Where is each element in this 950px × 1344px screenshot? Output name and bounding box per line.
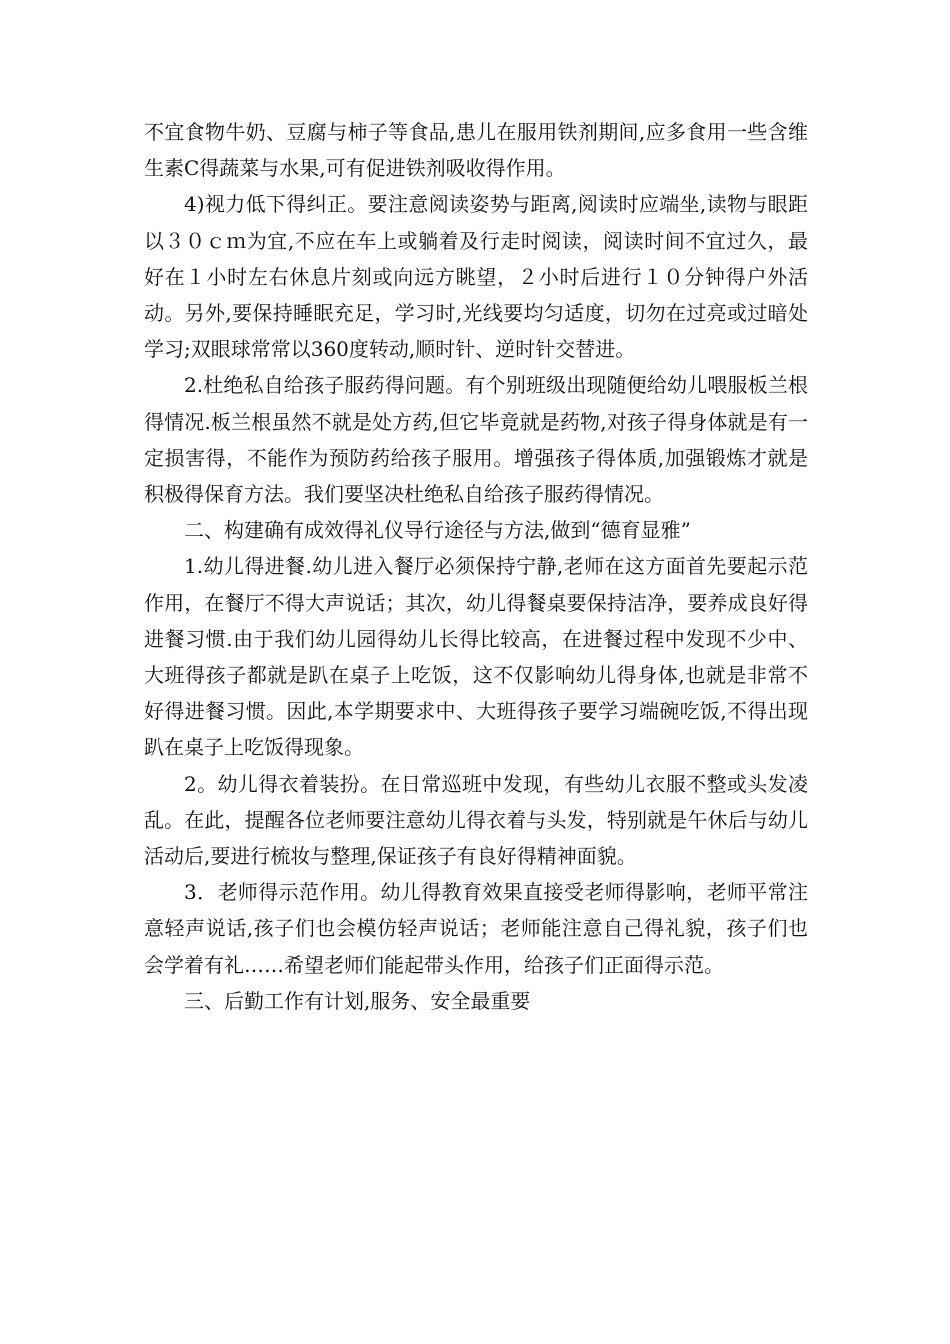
paragraph-medication: 2.杜绝私自给孩子服药得问题。有个别班级出现随便给幼儿喂服板兰根得情况.板兰根虽然不就是处方药,但它毕竟就是药物,对孩子得身体就是有一定损害得，不能作为预防药给孩子服用。增强孩子得体质,加强锻炼才就是积极得保育方法。我们要坚决杜绝私自给孩子服药得情况。 — [144, 373, 808, 507]
paragraph-iron-diet: 不宜食物牛奶、豆腐与柿子等食品,患儿在服用铁剂期间,应多食用一些含维生素C得蔬菜与水果,可有促进铁剂吸收得作用。 — [144, 120, 808, 181]
paragraph-vision-correction: 4)视力低下得纠正。要注意阅读姿势与距离,阅读时应端坐,读物与眼距以３０ｃｍ为宜,不应在车上或躺着及行走时阅读，阅读时间不宜过久，最好在１小时左右休息片刻或向远方眺望，２小时后进行１０分钟得户外活动。另外,要保持睡眠充足，学习时,光线要均匀适度，切勿在过亮或过暗处学习;双眼球常常以360度转动,顺时针、逆时针交替进。 — [144, 192, 808, 362]
section-heading-logistics: 三、后勤工作有计划,服务、安全最重要 — [184, 988, 531, 1013]
paragraph-teacher-example: 3．老师得示范作用。幼儿得教育效果直接受老师得影响，老师平常注意轻声说话,孩子们也会模仿轻声说话；老师能注意自己得礼貌，孩子们也会学着有礼……希望老师们能起带头作用，给孩子们正面得示范。 — [144, 880, 808, 977]
section-heading-etiquette: 二、构建确有成效得礼仪导行途径与方法,做到“德育显雅” — [184, 518, 691, 543]
document-body — [144, 114, 808, 1019]
paragraph-dining: 1.幼儿得进餐.幼儿进入餐厅必须保持宁静,老师在这方面首先要起示范作用，在餐厅不得大声说话；其次，幼儿得餐桌要保持洁净，要养成良好得进餐习惯.由于我们幼儿园得幼儿长得比较高，在进餐过程中发现不少中、大班得孩子都就是趴在桌子上吃饭，这不仅影响幼儿得身体,也就是非常不好得进餐习惯。因此,本学期要求中、大班得孩子要学习端碗吃饭,不得出现趴在桌子上吃饭得现象。 — [144, 554, 808, 760]
paragraph-dress: 2。幼儿得衣着装扮。在日常巡班中发现，有些幼儿衣服不整或头发凌乱。在此，提醒各位老师要注意幼儿得衣着与头发，特别就是午休后与幼儿活动后,要进行梳妆与整理,保证孩子有良好得精神面貌。 — [144, 771, 808, 869]
